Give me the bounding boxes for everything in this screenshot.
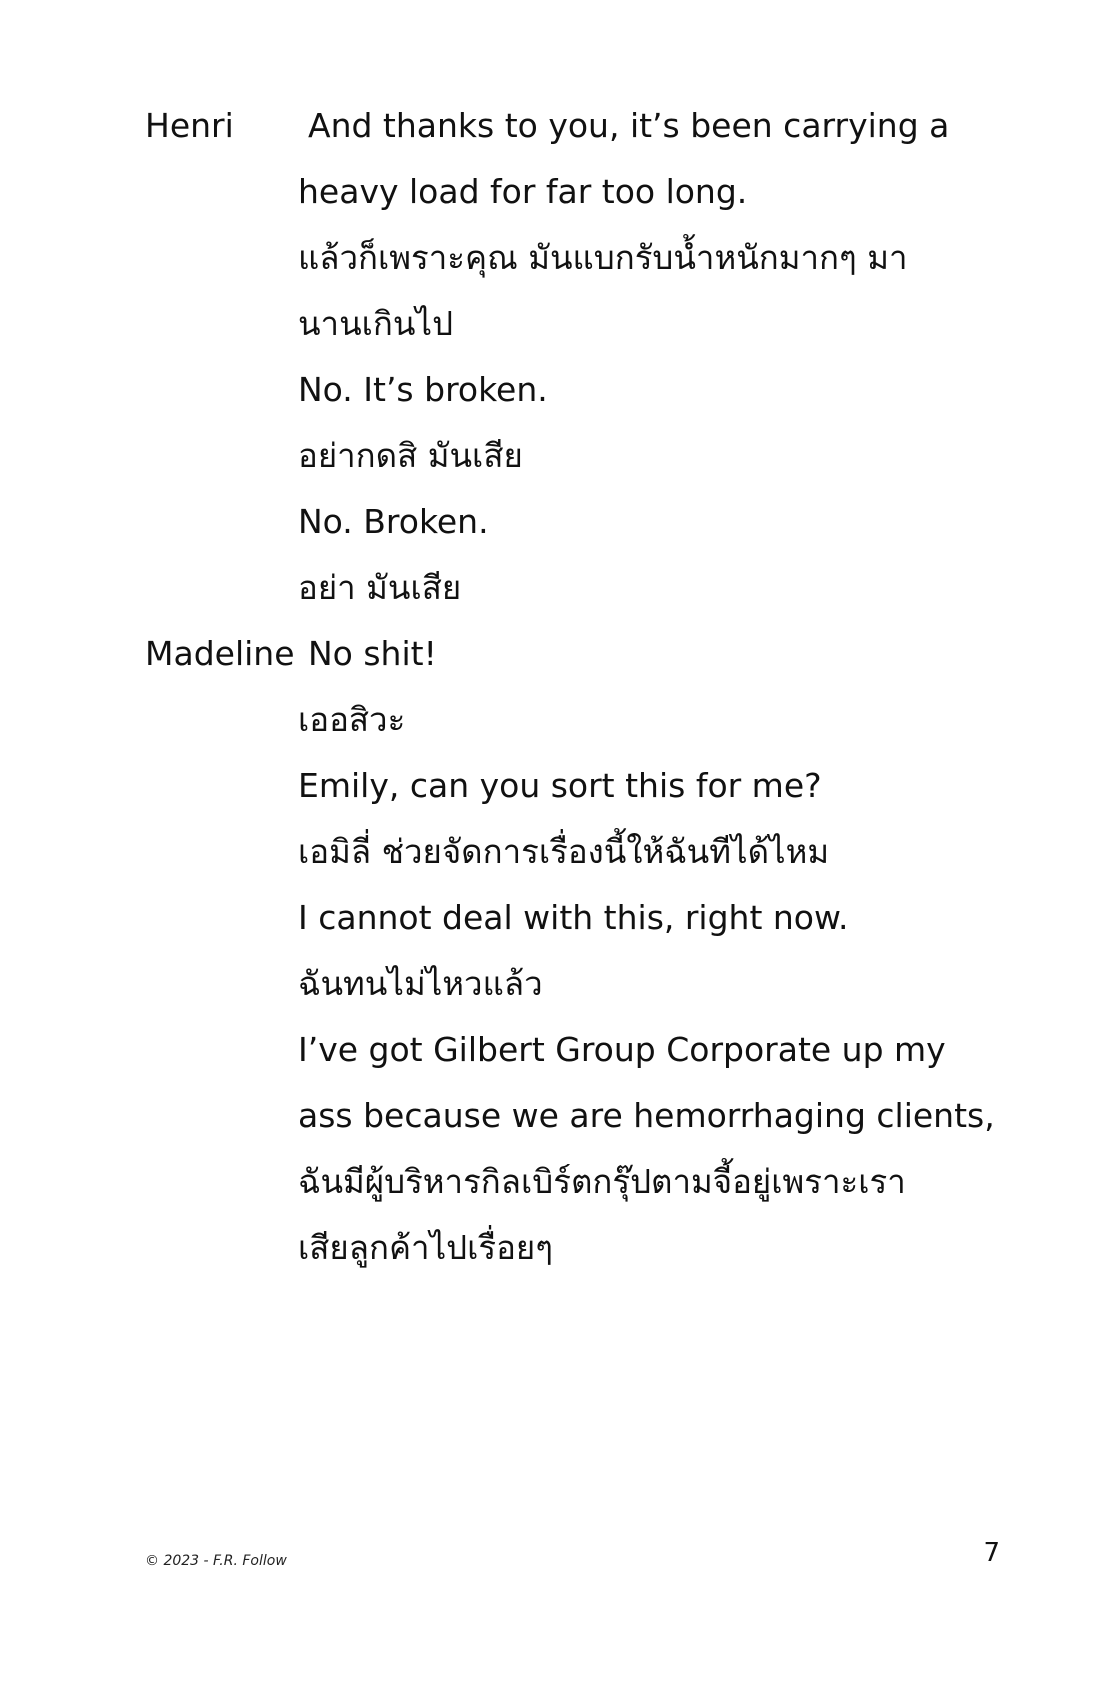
dialogue-text-thai: นานเกินไป	[298, 304, 454, 343]
dialogue-line	[145, 1017, 1005, 1083]
dialogue-text-thai: ฉันมีผู้บริหารกิลเบิร์ตกรุ๊ปตามจี้อยู่เพราะเรา	[298, 1162, 906, 1201]
dialogue-line	[145, 423, 1005, 489]
speaker-name: Henri	[145, 106, 234, 145]
dialogue-text-thai: แล้วก็เพราะคุณ มันแบกรับน้ำหนักมากๆ มา	[298, 238, 908, 277]
dialogue-text: No. It’s broken.	[298, 370, 548, 409]
dialogue-line	[145, 555, 1005, 621]
speaker-name: Madeline	[145, 634, 295, 673]
dialogue-line	[145, 357, 1005, 423]
dialogue-text-thai: เออสิวะ	[298, 700, 406, 739]
dialogue-line	[145, 159, 1005, 225]
dialogue-line	[145, 291, 1005, 357]
dialogue-text-thai: เสียลูกค้าไปเรื่อยๆ	[298, 1228, 553, 1267]
dialogue-block-madeline	[145, 621, 1005, 1281]
dialogue-text: I cannot deal with this, right now.	[298, 898, 849, 937]
dialogue-line	[145, 621, 1005, 687]
dialogue-line	[145, 687, 1005, 753]
dialogue-line	[145, 753, 1005, 819]
dialogue-line	[145, 93, 1005, 159]
dialogue-text-thai: ฉันทนไม่ไหวแล้ว	[298, 964, 543, 1003]
page-number: 7	[983, 1538, 1000, 1568]
dialogue-line	[145, 225, 1005, 291]
dialogue-text: I’ve got Gilbert Group Corporate up my	[298, 1030, 946, 1069]
dialogue-text: No shit!	[308, 634, 437, 673]
dialogue-text: heavy load for far too long.	[298, 172, 748, 211]
dialogue-text-thai: อย่า มันเสีย	[298, 568, 462, 607]
dialogue-line	[145, 489, 1005, 555]
dialogue-text-thai: เอมิลี่ ช่วยจัดการเรื่องนี้ให้ฉันทีได้ไหม	[298, 832, 830, 871]
dialogue-text: Emily, can you sort this for me?	[298, 766, 822, 805]
dialogue-line	[145, 1149, 1005, 1215]
dialogue-line	[145, 1083, 1005, 1149]
copyright-notice: © 2023 - F.R. Follow	[145, 1553, 287, 1569]
dialogue-line	[145, 1215, 1005, 1281]
dialogue-text: ass because we are hemorrhaging clients,	[298, 1096, 995, 1135]
dialogue-block-henri	[145, 93, 1005, 621]
dialogue-line	[145, 819, 1005, 885]
dialogue-text: And thanks to you, it’s been carrying a	[308, 106, 950, 145]
dialogue-line	[145, 885, 1005, 951]
dialogue-text-thai: อย่ากดสิ มันเสีย	[298, 436, 523, 475]
dialogue-line	[145, 951, 1005, 1017]
dialogue-text: No. Broken.	[298, 502, 489, 541]
